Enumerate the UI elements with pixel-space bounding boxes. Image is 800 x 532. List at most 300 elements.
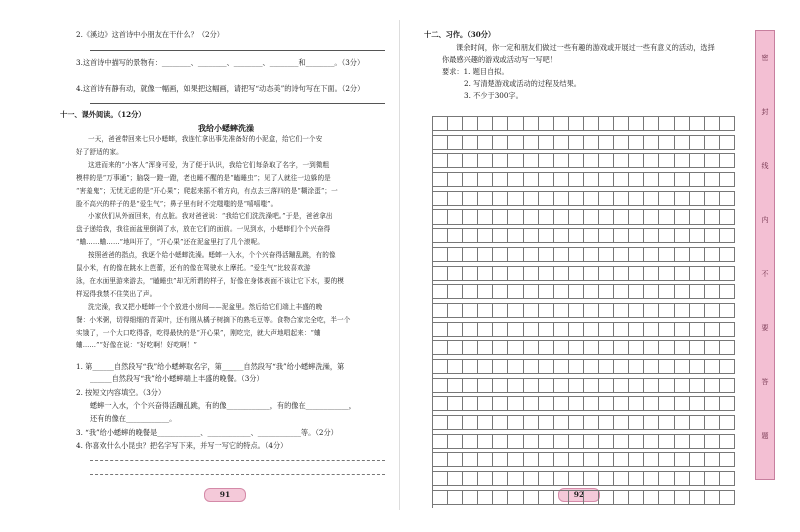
grid-cell[interactable] [705,154,720,167]
grid-cell[interactable] [690,435,705,448]
grid-cell[interactable] [614,453,629,466]
grid-cell[interactable] [675,192,690,205]
grid-cell[interactable] [524,192,539,205]
grid-cell[interactable] [659,379,674,392]
grid-cell[interactable] [569,453,584,466]
grid-cell[interactable] [584,379,599,392]
grid-cell[interactable] [614,267,629,280]
grid-cell[interactable] [675,285,690,298]
grid-cell[interactable] [614,210,629,223]
grid-cell[interactable] [705,173,720,186]
grid-cell[interactable] [448,323,463,336]
grid-cell[interactable] [508,416,523,429]
grid-cell[interactable] [433,248,448,261]
grid-cell[interactable] [659,285,674,298]
grid-cell[interactable] [463,491,478,504]
grid-cell[interactable] [569,435,584,448]
grid-cell[interactable] [614,229,629,242]
grid-cell[interactable] [508,379,523,392]
grid-cell[interactable] [584,117,599,130]
grid-cell[interactable] [539,304,554,317]
grid-cell[interactable] [584,360,599,373]
grid-cell[interactable] [690,379,705,392]
grid-cell[interactable] [433,154,448,167]
grid-cell[interactable] [659,323,674,336]
grid-cell[interactable] [524,117,539,130]
grid-cell[interactable] [539,229,554,242]
grid-cell[interactable] [508,210,523,223]
grid-cell[interactable] [524,210,539,223]
grid-cell[interactable] [614,154,629,167]
grid-cell[interactable] [554,285,569,298]
grid-cell[interactable] [644,154,659,167]
grid-cell[interactable] [493,304,508,317]
grid-cell[interactable] [690,154,705,167]
grid-cell[interactable] [524,360,539,373]
grid-cell[interactable] [690,192,705,205]
grid-cell[interactable] [644,229,659,242]
grid-cell[interactable] [584,341,599,354]
grid-cell[interactable] [720,379,735,392]
grid-cell[interactable] [433,210,448,223]
grid-cell[interactable] [524,453,539,466]
grid-cell[interactable] [433,323,448,336]
grid-cell[interactable] [433,435,448,448]
grid-cell[interactable] [705,304,720,317]
grid-cell[interactable] [720,229,735,242]
grid-cell[interactable] [524,435,539,448]
grid-cell[interactable] [720,285,735,298]
grid-cell[interactable] [524,229,539,242]
grid-cell[interactable] [448,360,463,373]
grid-cell[interactable] [705,397,720,410]
grid-cell[interactable] [433,379,448,392]
grid-cell[interactable] [690,397,705,410]
grid-cell[interactable] [539,453,554,466]
grid-cell[interactable] [675,453,690,466]
grid-cell[interactable] [599,117,614,130]
grid-cell[interactable] [448,491,463,504]
grid-cell[interactable] [433,453,448,466]
grid-cell[interactable] [659,154,674,167]
grid-cell[interactable] [554,360,569,373]
grid-cell[interactable] [705,136,720,149]
grid-cell[interactable] [705,267,720,280]
grid-cell[interactable] [554,491,569,504]
grid-cell[interactable] [433,229,448,242]
grid-cell[interactable] [433,285,448,298]
grid-cell[interactable] [478,491,493,504]
grid-cell[interactable] [493,136,508,149]
grid-cell[interactable] [644,491,659,504]
grid-cell[interactable] [524,136,539,149]
grid-cell[interactable] [720,435,735,448]
grid-cell[interactable] [463,360,478,373]
grid-cell[interactable] [629,117,644,130]
grid-cell[interactable] [690,285,705,298]
grid-cell[interactable] [478,397,493,410]
grid-cell[interactable] [675,267,690,280]
grid-cell[interactable] [524,267,539,280]
grid-cell[interactable] [705,192,720,205]
grid-cell[interactable] [448,136,463,149]
grid-cell[interactable] [659,136,674,149]
grid-cell[interactable] [463,341,478,354]
grid-cell[interactable] [705,416,720,429]
grid-cell[interactable] [508,173,523,186]
grid-cell[interactable] [569,117,584,130]
grid-cell[interactable] [569,360,584,373]
grid-cell[interactable] [569,323,584,336]
grid-cell[interactable] [569,248,584,261]
grid-cell[interactable] [690,267,705,280]
grid-cell[interactable] [599,267,614,280]
grid-cell[interactable] [539,379,554,392]
grid-cell[interactable] [478,285,493,298]
grid-cell[interactable] [508,360,523,373]
grid-cell[interactable] [493,472,508,485]
grid-cell[interactable] [614,136,629,149]
grid-cell[interactable] [690,491,705,504]
grid-cell[interactable] [508,136,523,149]
grid-cell[interactable] [508,248,523,261]
grid-cell[interactable] [659,192,674,205]
grid-cell[interactable] [584,472,599,485]
grid-cell[interactable] [705,491,720,504]
grid-cell[interactable] [463,435,478,448]
grid-cell[interactable] [584,248,599,261]
grid-cell[interactable] [629,267,644,280]
grid-cell[interactable] [705,453,720,466]
grid-cell[interactable] [508,229,523,242]
grid-cell[interactable] [629,229,644,242]
grid-cell[interactable] [463,472,478,485]
grid-cell[interactable] [524,416,539,429]
grid-cell[interactable] [644,248,659,261]
grid-cell[interactable] [493,379,508,392]
grid-cell[interactable] [539,117,554,130]
grid-cell[interactable] [584,453,599,466]
grid-cell[interactable] [584,154,599,167]
grid-cell[interactable] [659,453,674,466]
grid-cell[interactable] [478,472,493,485]
grid-cell[interactable] [448,229,463,242]
grid-cell[interactable] [599,453,614,466]
grid-cell[interactable] [675,397,690,410]
grid-cell[interactable] [554,397,569,410]
grid-cell[interactable] [644,416,659,429]
grid-cell[interactable] [614,397,629,410]
grid-cell[interactable] [493,229,508,242]
grid-cell[interactable] [554,154,569,167]
grid-cell[interactable] [569,229,584,242]
grid-cell[interactable] [508,435,523,448]
grid-cell[interactable] [690,173,705,186]
grid-cell[interactable] [599,229,614,242]
grid-cell[interactable] [675,435,690,448]
grid-cell[interactable] [448,397,463,410]
grid-cell[interactable] [629,304,644,317]
grid-cell[interactable] [493,117,508,130]
grid-cell[interactable] [539,285,554,298]
grid-cell[interactable] [539,491,554,504]
grid-cell[interactable] [720,453,735,466]
grid-cell[interactable] [644,435,659,448]
grid-cell[interactable] [675,341,690,354]
grid-cell[interactable] [554,323,569,336]
grid-cell[interactable] [448,210,463,223]
grid-cell[interactable] [599,285,614,298]
grid-cell[interactable] [675,210,690,223]
grid-cell[interactable] [629,360,644,373]
grid-cell[interactable] [644,267,659,280]
grid-cell[interactable] [614,416,629,429]
grid-cell[interactable] [629,323,644,336]
grid-cell[interactable] [614,323,629,336]
grid-cell[interactable] [493,323,508,336]
grid-cell[interactable] [524,173,539,186]
grid-cell[interactable] [539,192,554,205]
grid-cell[interactable] [659,435,674,448]
grid-cell[interactable] [569,304,584,317]
grid-cell[interactable] [539,397,554,410]
grid-cell[interactable] [554,341,569,354]
grid-cell[interactable] [478,248,493,261]
grid-cell[interactable] [644,285,659,298]
grid-cell[interactable] [599,435,614,448]
grid-cell[interactable] [493,397,508,410]
grid-cell[interactable] [644,360,659,373]
grid-cell[interactable] [705,379,720,392]
grid-cell[interactable] [584,416,599,429]
grid-cell[interactable] [493,435,508,448]
grid-cell[interactable] [478,154,493,167]
grid-cell[interactable] [720,173,735,186]
grid-cell[interactable] [659,491,674,504]
grid-cell[interactable] [720,323,735,336]
grid-cell[interactable] [569,192,584,205]
grid-cell[interactable] [463,210,478,223]
grid-cell[interactable] [539,472,554,485]
grid-cell[interactable] [539,267,554,280]
grid-cell[interactable] [539,136,554,149]
grid-cell[interactable] [675,117,690,130]
grid-cell[interactable] [644,173,659,186]
grid-cell[interactable] [659,416,674,429]
grid-cell[interactable] [584,304,599,317]
grid-cell[interactable] [584,173,599,186]
grid-cell[interactable] [478,210,493,223]
grid-cell[interactable] [720,154,735,167]
grid-cell[interactable] [644,397,659,410]
grid-cell[interactable] [675,379,690,392]
grid-cell[interactable] [599,248,614,261]
grid-cell[interactable] [599,323,614,336]
grid-cell[interactable] [675,416,690,429]
grid-cell[interactable] [644,304,659,317]
grid-cell[interactable] [584,136,599,149]
grid-cell[interactable] [629,192,644,205]
grid-cell[interactable] [554,379,569,392]
grid-cell[interactable] [554,173,569,186]
grid-cell[interactable] [569,210,584,223]
grid-cell[interactable] [569,341,584,354]
grid-cell[interactable] [599,210,614,223]
grid-cell[interactable] [629,435,644,448]
grid-cell[interactable] [675,304,690,317]
grid-cell[interactable] [554,229,569,242]
grid-cell[interactable] [493,341,508,354]
grid-cell[interactable] [659,117,674,130]
grid-cell[interactable] [463,304,478,317]
grid-cell[interactable] [508,285,523,298]
grid-cell[interactable] [493,360,508,373]
grid-cell[interactable] [644,341,659,354]
grid-cell[interactable] [448,341,463,354]
grid-cell[interactable] [478,267,493,280]
grid-cell[interactable] [720,117,735,130]
grid-cell[interactable] [493,248,508,261]
grid-cell[interactable] [569,397,584,410]
grid-cell[interactable] [584,323,599,336]
grid-cell[interactable] [569,416,584,429]
grid-cell[interactable] [690,304,705,317]
grid-cell[interactable] [478,416,493,429]
grid-cell[interactable] [644,323,659,336]
grid-cell[interactable] [554,248,569,261]
grid-cell[interactable] [433,397,448,410]
grid-cell[interactable] [614,472,629,485]
grid-cell[interactable] [720,491,735,504]
grid-cell[interactable] [433,192,448,205]
grid-cell[interactable] [720,192,735,205]
grid-cell[interactable] [433,117,448,130]
grid-cell[interactable] [524,323,539,336]
grid-cell[interactable] [614,248,629,261]
grid-cell[interactable] [448,248,463,261]
grid-cell[interactable] [554,136,569,149]
grid-cell[interactable] [478,192,493,205]
grid-cell[interactable] [448,379,463,392]
grid-cell[interactable] [690,360,705,373]
grid-cell[interactable] [659,248,674,261]
grid-cell[interactable] [508,304,523,317]
grid-cell[interactable] [675,173,690,186]
grid-cell[interactable] [614,379,629,392]
grid-cell[interactable] [599,341,614,354]
grid-cell[interactable] [614,341,629,354]
grid-cell[interactable] [614,304,629,317]
grid-cell[interactable] [508,491,523,504]
grid-cell[interactable] [675,472,690,485]
grid-cell[interactable] [569,154,584,167]
grid-cell[interactable] [508,117,523,130]
grid-cell[interactable] [629,285,644,298]
grid-cell[interactable] [539,248,554,261]
grid-cell[interactable] [690,136,705,149]
grid-cell[interactable] [584,435,599,448]
grid-cell[interactable] [524,154,539,167]
grid-cell[interactable] [629,248,644,261]
grid-cell[interactable] [569,173,584,186]
grid-cell[interactable] [690,341,705,354]
grid-cell[interactable] [463,379,478,392]
grid-cell[interactable] [433,341,448,354]
grid-cell[interactable] [599,154,614,167]
grid-cell[interactable] [478,341,493,354]
grid-cell[interactable] [705,117,720,130]
grid-cell[interactable] [569,379,584,392]
grid-cell[interactable] [463,229,478,242]
grid-cell[interactable] [554,453,569,466]
grid-cell[interactable] [539,210,554,223]
grid-cell[interactable] [629,397,644,410]
grid-cell[interactable] [599,416,614,429]
grid-cell[interactable] [599,136,614,149]
grid-cell[interactable] [448,267,463,280]
grid-cell[interactable] [659,173,674,186]
grid-cell[interactable] [508,397,523,410]
grid-cell[interactable] [448,117,463,130]
grid-cell[interactable] [554,416,569,429]
grid-cell[interactable] [463,416,478,429]
grid-cell[interactable] [720,360,735,373]
grid-cell[interactable] [463,248,478,261]
grid-cell[interactable] [705,435,720,448]
grid-cell[interactable] [705,285,720,298]
grid-cell[interactable] [463,397,478,410]
grid-cell[interactable] [599,173,614,186]
grid-cell[interactable] [690,472,705,485]
grid-cell[interactable] [659,472,674,485]
grid-cell[interactable] [448,453,463,466]
grid-cell[interactable] [584,285,599,298]
grid-cell[interactable] [493,491,508,504]
grid-cell[interactable] [629,173,644,186]
grid-cell[interactable] [584,192,599,205]
grid-cell[interactable] [599,472,614,485]
grid-cell[interactable] [448,435,463,448]
grid-cell[interactable] [569,472,584,485]
grid-cell[interactable] [524,472,539,485]
grid-cell[interactable] [433,491,448,504]
grid-cell[interactable] [614,360,629,373]
grid-cell[interactable] [478,229,493,242]
grid-cell[interactable] [659,229,674,242]
grid-cell[interactable] [629,136,644,149]
grid-cell[interactable] [433,416,448,429]
grid-cell[interactable] [433,267,448,280]
grid-cell[interactable] [463,154,478,167]
grid-cell[interactable] [614,117,629,130]
grid-cell[interactable] [705,323,720,336]
grid-cell[interactable] [433,360,448,373]
grid-cell[interactable] [493,285,508,298]
grid-cell[interactable] [659,304,674,317]
grid-cell[interactable] [539,154,554,167]
grid-cell[interactable] [644,136,659,149]
grid-cell[interactable] [599,192,614,205]
grid-cell[interactable] [539,360,554,373]
grid-cell[interactable] [524,304,539,317]
grid-cell[interactable] [720,416,735,429]
grid-cell[interactable] [629,491,644,504]
grid-cell[interactable] [433,173,448,186]
grid-cell[interactable] [478,453,493,466]
grid-cell[interactable] [584,229,599,242]
grid-cell[interactable] [599,397,614,410]
grid-cell[interactable] [569,136,584,149]
